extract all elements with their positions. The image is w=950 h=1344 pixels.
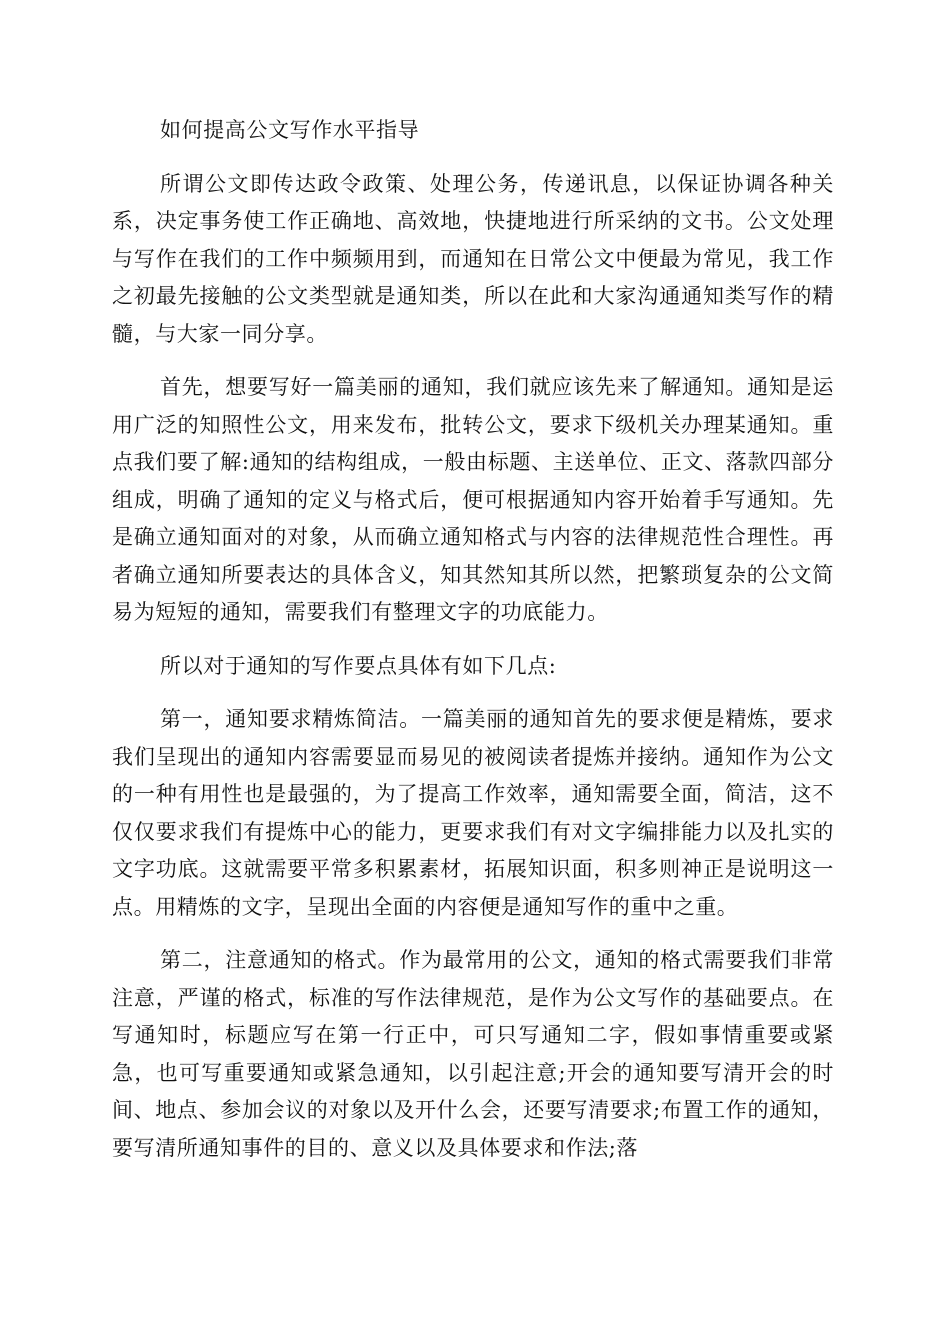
paragraph-definition: 所谓公文即传达政令政策、处理公务，传递讯息，以保证协调各种关系，决定事务使工作正确地、高效地，快捷地进行所采纳的文书。公文处理与写作在我们的工作中频频用到，而通知在日常公文中便最为常见，我工作之初最先接触的公文类型就是通知类，所以在此和大家沟通通知类写作的精髓，与大家一同分享。: [112, 171, 834, 346]
document-body: [112, 112, 834, 1183]
paragraph-understanding-notices: 首先，想要写好一篇美丽的通知，我们就应该先来了解通知。通知是运用广泛的知照性公文，用来发布，批转公文，要求下级机关办理某通知。重点我们要了解:通知的结构组成，一般由标题、主送单位、正文、落款四部分组成，明确了通知的定义与格式后，便可根据通知内容开始着手写通知。先是确立通知面对的对象，从而确立通知格式与内容的法律规范性合理性。再者确立通知所要表达的具体含义，知其然知其所以然，把繁琐复杂的公文简易为短短的通知，需要我们有整理文字的功底能力。: [112, 375, 834, 624]
paragraph-point-one: 第一，通知要求精炼简洁。一篇美丽的通知首先的要求便是精炼，要求我们呈现出的通知内容需要显而易见的被阅读者提炼并接纳。通知作为公文的一种有用性也是最强的，为了提高工作效率，通知需要全面，简洁，这不仅仅要求我们有提炼中心的能力，更要求我们有对文字编排能力以及扎实的文字功底。这就需要平常多积累素材，拓展知识面，积多则神正是说明这一点。用精炼的文字，呈现出全面的内容便是通知写作的重中之重。: [112, 707, 834, 919]
paragraph-point-two: 第二，注意通知的格式。作为最常用的公文，通知的格式需要我们非常注意，严谨的格式，标准的写作法律规范，是作为公文写作的基础要点。在写通知时，标题应写在第一行正中，可只写通知二字，假如事情重要或紧急，也可写重要通知或紧急通知，以引起注意;开会的通知要写清开会的时间、地点、参加会议的对象以及开什么会，还要写清要求;布置工作的通知，要写清所通知事件的目的、意义以及具体要求和作法;落: [112, 948, 834, 1160]
paragraph-key-points-intro: 所以对于通知的写作要点具体有如下几点:: [160, 653, 557, 678]
document-title: 如何提高公文写作水平指导: [160, 118, 420, 142]
